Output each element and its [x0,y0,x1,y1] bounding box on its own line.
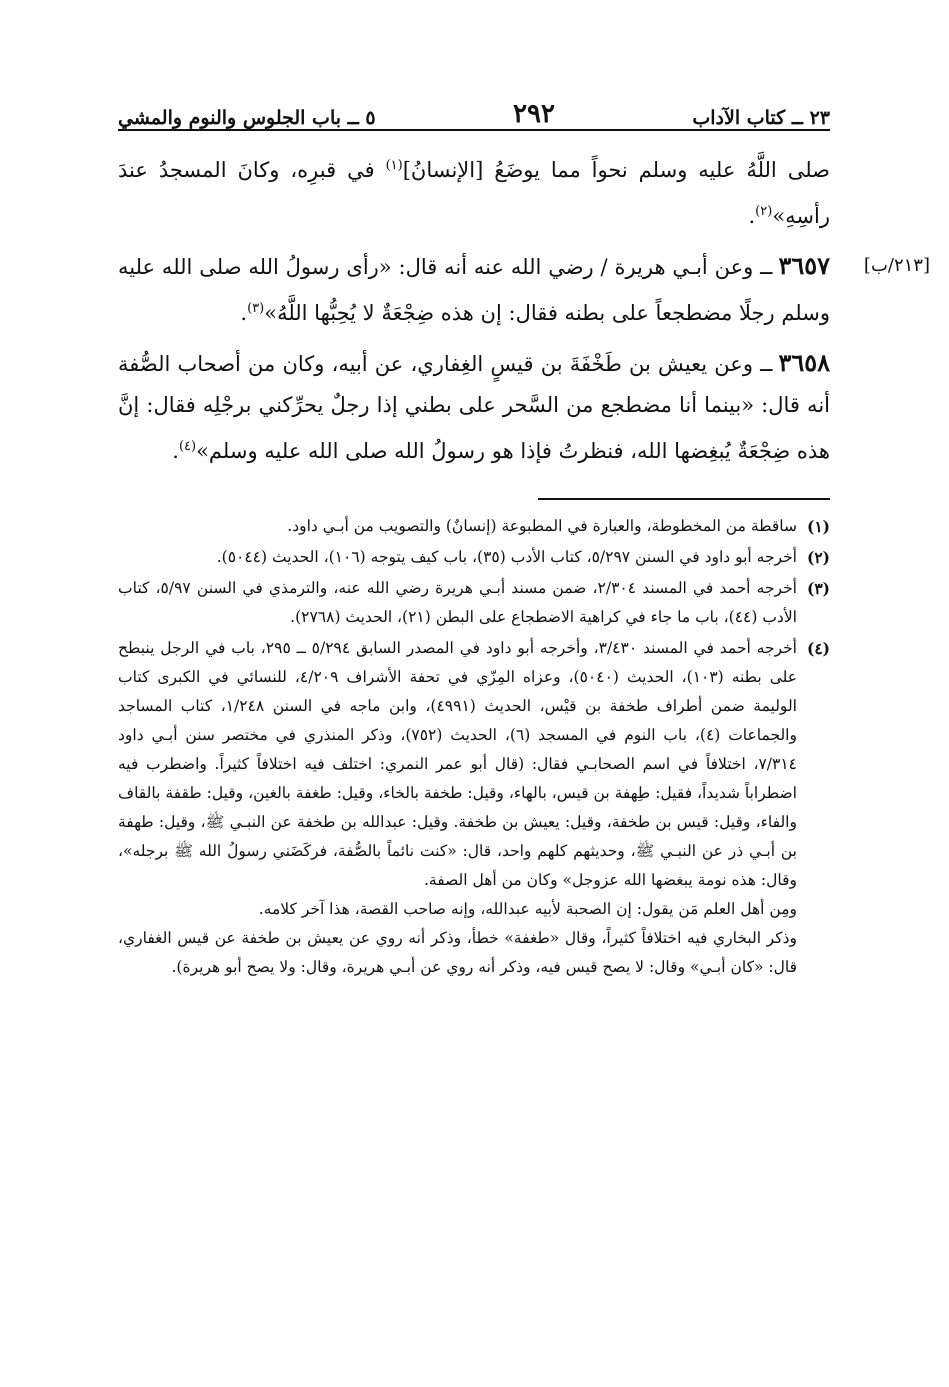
hadith-number: ٣٦٥٧ [778,251,830,280]
page-number: ٢٩٢ [513,99,555,129]
hadith-number: ٣٦٥٨ [778,348,830,377]
footnote-ref-2[interactable]: (٢) [755,204,773,219]
main-text [118,145,930,472]
footnote-2 [118,543,830,572]
footnote-divider [538,498,830,500]
hadith-3657: [٢١٣/ب] ٣٦٥٧ــ وعن أبـي هريرة / رضي الله عنه أنه قال: «رأى رسولُ الله صلى الله عليه وسلم رجلًا مضطجعاً على بطنه فقال: إن هذه ضِجْعَةٌ لا يُحِبُّها اللَّهُ»$^{(٣)}$. [118,245,830,334]
footnote-text: وذكر البخاري فيه اختلافاً كثيراً، وقال «طغفة» خطأ، وذكر أنه روي عن يعيش بن طخفة عن قيس الغفاري، قال: «كان أبـي» وقال: لا يصح قيس فيه، وذكر أنه روي عن أبـي هريرة، وقال: ولا يصح أبو هريرة). [118,929,797,976]
hadith-3658: ٣٦٥٨ــ وعن يعيش بن طَخْفَةَ بن قيسٍ الغِفاري، عن أبيه، وكان من أصحاب الصُّفة أنه قال: «بينما أنا مضطجع من السَّحر على بطني إذا رجلٌ يحرِّكني برجْلِه فقال: إنَّ هذه ضِجْعَةٌ يُبغِضها الله، فنظرتُ فإذا هو رسولُ الله صلى الله عليه وسلم»$^{(٤)}$. [118,348,830,463]
footnotes [118,512,830,982]
footnote-3 [118,574,830,632]
footnote-text: ساقطة من المخطوطة، والعبارة في المطبوعة (إنسانٌ) والتصويب من أبـي داود. [287,517,797,535]
manuscript-folio-ref: [٢١٣/ب] [863,255,930,276]
footnote-text: ومِن أهل العلم مَن يقول: إن الصحبة لأبيه عبدالله، وإنه صاحب القصة، هذا آخر كلامه. [258,900,797,918]
footnote-number: (١) [806,517,830,536]
footnote-text: أخرجه أبو داود في السنن ٥/٢٩٧، كتاب الأدب (٣٥)، باب كيف يتوجه (١٠٦)، الحديث (٥٠٤٤). [216,548,797,566]
footnote-ref-3[interactable]: (٣) [247,301,265,316]
footnote-text: أخرجه أحمد في المسند ٢/٣٠٤، ضمن مسند أبـي هريرة رضي الله عنه، والترمذي في السنن ٥/٩٧، كتاب الأدب (٤٤)، باب ما جاء في كراهية الاضطجاع على البطن (٢١)، الحديث (٢٧٦٨). [118,579,797,626]
footnote-ref-1[interactable]: (١) [385,158,403,173]
footnote-ref-4[interactable]: (٤) [178,439,197,454]
footnote-4 [118,634,830,982]
running-header [118,95,830,131]
footnote-text: أخرجه أحمد في المسند ٣/٤٣٠، وأخرجه أبو داود في المصدر السابق ٥/٢٩٤ ــ ٢٩٥، باب في الرجل ينبطح على بطنه (١٠٣)، الحديث (٥٠٤٠)، وعزاه المِزّي في تحفة الأشراف ٤/٢٠٩، للنسائي في الكبرى كتاب الوليمة ضمن أطراف طخفة بن قيْس، الحديث (٤٩٩١)، وابن ماجه في السنن ١/٢٤٨، كتاب المساجد والجماعات (٤)، باب النوم في المسجد (٦)، الحديث (٧٥٢)، وذكر المنذري في مختصر سنن أبـي داود ٧/٣١٤، اختلافاً في اسم الصحابـي فقال: (قال أبو عمر النمري: اختلف فيه اختلافاً كثيراً. واضطرب فيه اضطراباً شديداً، فقيل: طِهفة بن قيس، بالهاء، وقيل: طخفة بالخاء، وقيل: طغفة بالغين، وقيل: طقفة بالقاف والفاء، وقيل: قيس بن طخفة، وقيل: يعيش بن طخفة. وقيل: عبدالله بن طخفة عن النبـي ﷺ، وقيل: طهفة بن أبـي ذر عن النبـي ﷺ، وحديثهم كلهم واحد، قال: «كنت نائماً بالصُّفة، فركَضَني رسولُ الله ﷺ برجله»، وقال: هذه نومة يبغضها الله عزوجل» وكان من أهل الصفة. [118,639,797,889]
book-page [118,95,930,984]
footnote-1 [118,512,830,541]
footnote-number: (٢) [806,548,830,567]
footnote-number: (٤) [806,639,830,658]
section-title: ٥ ــ باب الجلوس والنوم والمشي [118,107,376,129]
continuation-paragraph: صلى اللَّهُ عليه وسلم نحواً مما يوضَعُ [الإنسانُ]$^{(١)}$ في قبرِه، وكانَ المسجدُ عندَ رأسِهِ»$^{(٢)}$. [118,158,831,228]
chapter-title: ٢٣ ــ كتاب الآداب [692,107,830,129]
hadith-text: ــ وعن أبـي هريرة / رضي الله عنه أنه قال: «رأى رسولُ الله صلى الله عليه وسلم رجلًا مضطجعاً على بطنه فقال: إن هذه ضِجْعَةٌ لا يُحِبُّها اللَّهُ» [118,255,830,325]
hadith-text: ــ وعن يعيش بن طَخْفَةَ بن قيسٍ الغِفاري، عن أبيه، وكان من أصحاب الصُّفة أنه قال: «بينما أنا مضطجع من السَّحر على بطني إذا رجلٌ يحرِّكني برجْلِه فقال: إنَّ هذه ضِجْعَةٌ يُبغِضها الله، فنظرتُ فإذا هو رسولُ الله صلى الله عليه وسلم» [118,352,830,463]
footnote-number: (٣) [806,579,830,598]
